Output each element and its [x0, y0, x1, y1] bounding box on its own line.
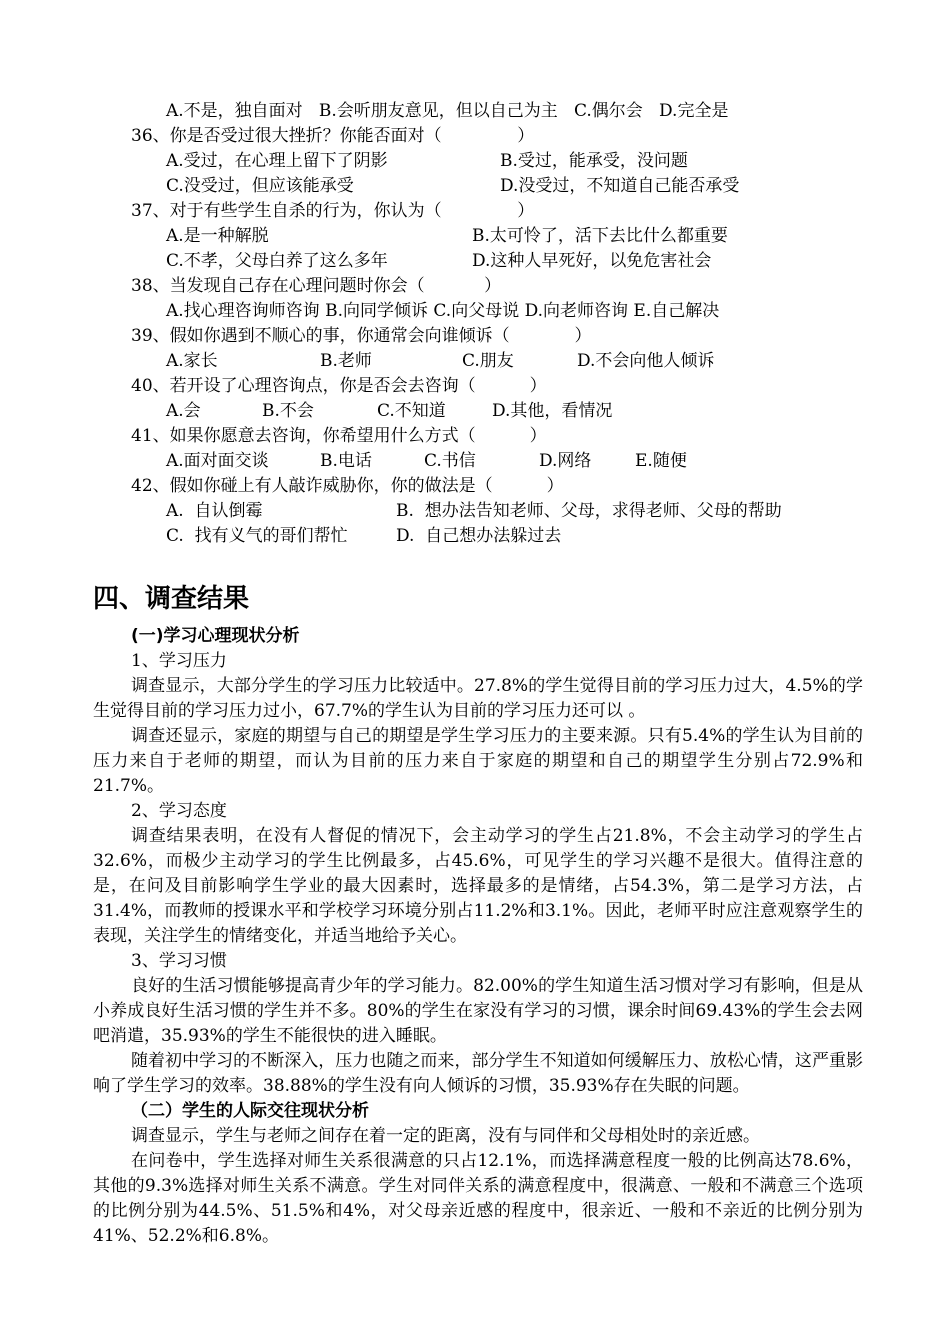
q41-question: 41、如果你愿意去咨询，你希望用什么方式（ ）: [131, 426, 547, 446]
subheading-study-attitude: 2、学习态度: [131, 801, 227, 821]
q42-option-c: C. 找有义气的哥们帮忙: [166, 526, 348, 546]
paragraph-interpersonal-2: 在问卷中，学生选择对师生关系很满意的只占12.1%，而选择满意程度一般的比例高达78.6%，其他的9.3%选择对师生关系不满意。学生对同伴关系的满意程度中，很满意、一般和不满意三个选项的比例分别为44.5%、51.5%和4%，对父母亲近感的程度中，很亲近、一般和不亲近的比例分别为41%、52.2%和6.8%。: [93, 1151, 863, 1246]
paragraph-study-attitude: 调查结果表明，在没有人督促的情况下，会主动学习的学生占21.8%，不会主动学习的学生占32.6%，而极少主动学习的学生比例最多，占45.6%，可见学生的学习兴趣不是很大。值得注意的是，在问及目前影响学生学业的最大因素时，选择最多的是情绪，占54.3%，第二是学习方法，占31.4%，而教师的授课水平和学校学习环境分别占11.2%和3.1%。因此，老师平时应注意观察学生的表现，关注学生的情绪变化，并适当地给予关心。: [93, 826, 863, 946]
q37-option-d: D.这种人早死好，以免危害社会: [472, 251, 712, 271]
q38-question: 38、当发现自己存在心理问题时你会（ ）: [131, 276, 502, 296]
q40-option-c: C.不知道: [377, 401, 446, 421]
q40-question: 40、若开设了心理咨询点，你是否会去咨询（ ）: [131, 376, 547, 396]
q41-option-e: E.随便: [635, 451, 687, 471]
paragraph-study-pressure-1: 调查显示，大部分学生的学习压力比较适中。27.8%的学生觉得目前的学习压力过大，4.5%的学生觉得目前的学习压力过小，67.7%的学生认为目前的学习压力还可以 。: [93, 676, 863, 721]
q41-option-c: C.书信: [424, 451, 476, 471]
q36-option-d: D.没受过，不知道自己能否承受: [500, 176, 740, 196]
q42-option-b: B. 想办法告知老师、父母，求得老师、父母的帮助: [396, 501, 782, 521]
paragraph-interpersonal-1: 调查显示，学生与老师之间存在着一定的距离，没有与同伴和父母相处时的亲近感。: [131, 1126, 760, 1146]
q36-option-a: A.受过，在心理上留下了阴影: [166, 151, 388, 171]
section-learning-psychology-title: (一)学习心理现状分析: [131, 626, 300, 646]
paragraph-study-habits-1: 良好的生活习惯能够提高青少年的学习能力。82.00%的学生知道生活习惯对学习有影响，但是从小养成良好生活习惯的学生并不多。80%的学生在家没有学习的习惯，课余时间69.43%的学生会去网吧消遣，35.93%的学生不能很快的进入睡眠。: [93, 976, 863, 1046]
q38-options: A.找心理咨询师咨询 B.向同学倾诉 C.向父母说 D.向老师咨询 E.自己解决: [166, 301, 720, 321]
q36-option-c: C.没受过，但应该能承受: [166, 176, 354, 196]
q39-option-c: C.朋友: [462, 351, 514, 371]
subheading-study-pressure: 1、学习压力: [131, 651, 227, 671]
q41-option-a: A.面对面交谈: [166, 451, 269, 471]
q42-option-a: A. 自认倒霉: [166, 501, 263, 521]
q37-option-b: B.太可怜了，活下去比什么都重要: [472, 226, 728, 246]
q39-option-b: B.老师: [320, 351, 372, 371]
q40-option-a: A.会: [166, 401, 201, 421]
results-heading: 四、调查结果: [93, 584, 250, 614]
q42-question: 42、假如你碰上有人敲诈威胁你，你的做法是（ ）: [131, 476, 564, 496]
q37-question: 37、对于有些学生自杀的行为，你认为（ ）: [131, 201, 535, 221]
q37-option-a: A.是一种解脱: [166, 226, 269, 246]
q40-option-b: B.不会: [262, 401, 314, 421]
subheading-study-habits: 3、学习习惯: [131, 951, 227, 971]
q41-option-b: B.电话: [320, 451, 372, 471]
q40-option-d: D.其他，看情况: [492, 401, 613, 421]
paragraph-study-pressure-2: 调查还显示，家庭的期望与自己的期望是学生学习压力的主要来源。只有5.4%的学生认为目前的压力来自于老师的期望，而认为目前的压力来自于家庭的期望和自己的期望学生分别占72.9%和21.7%。: [93, 726, 863, 796]
q39-option-d: D.不会向他人倾诉: [577, 351, 715, 371]
q36-question: 36、你是否受过很大挫折？你能否面对（ ）: [131, 126, 535, 146]
q42-option-d: D. 自己想办法躲过去: [396, 526, 562, 546]
q36-option-b: B.受过，能承受，没问题: [500, 151, 688, 171]
q39-option-a: A.家长: [166, 351, 218, 371]
q35-options: A.不是，独自面对 B.会听朋友意见，但以自己为主 C.偶尔会 D.完全是: [166, 101, 729, 121]
q37-option-c: C.不孝，父母白养了这么多年: [166, 251, 388, 271]
q41-option-d: D.网络: [539, 451, 592, 471]
section-interpersonal-title: （二）学生的人际交往现状分析: [131, 1101, 369, 1121]
q39-question: 39、假如你遇到不顺心的事，你通常会向谁倾诉（ ）: [131, 326, 592, 346]
paragraph-study-habits-2: 随着初中学习的不断深入，压力也随之而来，部分学生不知道如何缓解压力、放松心情，这严重影响了学生学习的效率。38.88%的学生没有向人倾诉的习惯，35.93%存在失眠的问题。: [93, 1051, 863, 1096]
